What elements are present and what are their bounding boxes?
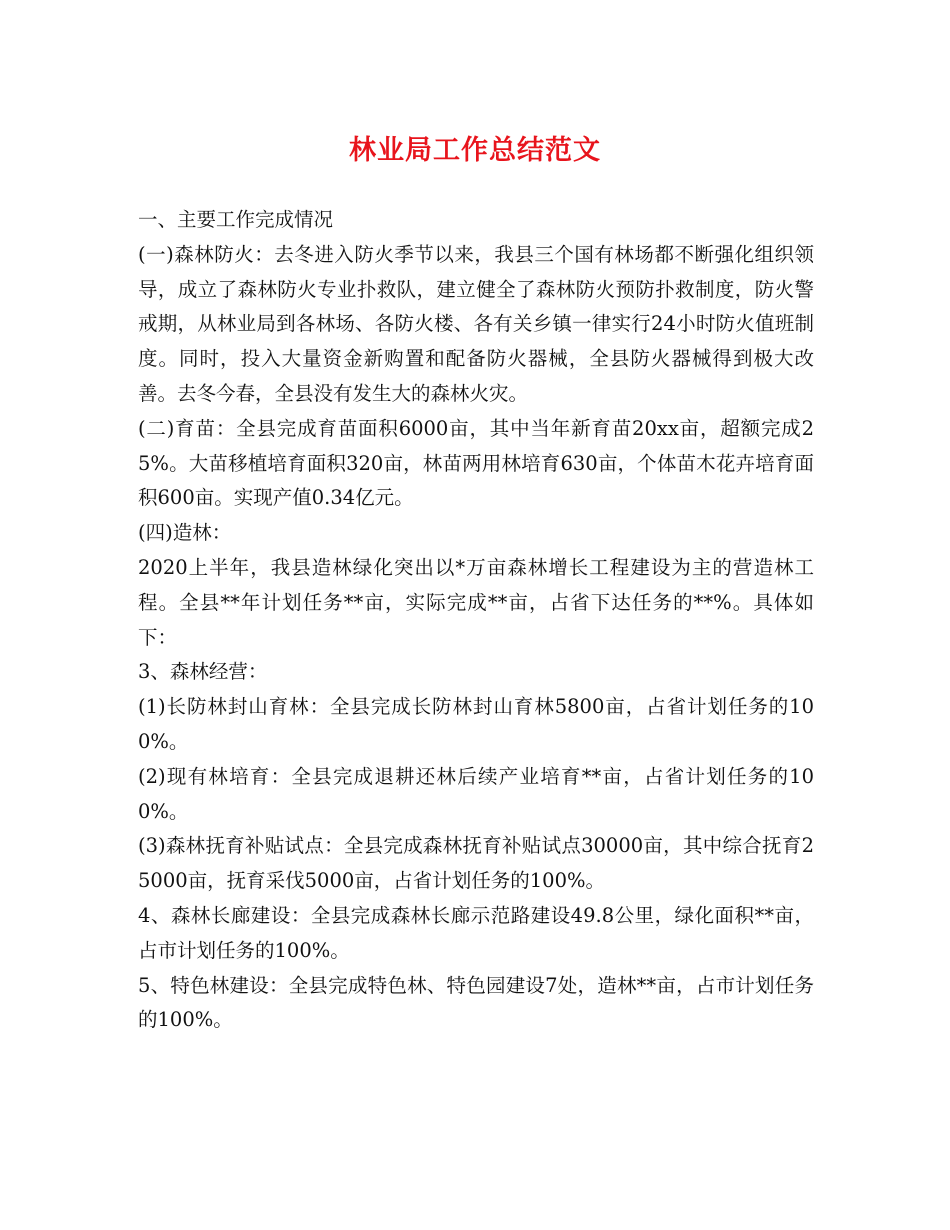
paragraph-afforestation-heading: (四)造林： [138,521,232,545]
paragraph-fire-prevention: (一)森林防火：去冬进入防火季节以来，我县三个国有林场都不断强化组织领导，成立了森林防火专业扑救队，建立健全了森林防火预防扑救制度，防火警戒期，从林业局到各林场、各防火楼、各有关乡镇一律实行24小时防火值班制度。同时，投入大量资金新购置和配备防火器械，全县防火器械得到极大改善。去冬今春，全县没有发生大的森林火灾。 [138,242,814,405]
paragraph-mountain-closure: (1)长防林封山育林：全县完成长防林封山育林5800亩，占省计划任务的100%。 [138,695,814,753]
paragraph-existing-forest: (2)现有林培育：全县完成退耕还林后续产业培育**亩，占省计划任务的100%。 [138,764,814,823]
paragraph-forest-corridor: 4、森林长廊建设：全县完成森林长廊示范路建设49.8公里，绿化面积**亩，占市计划任务的100%。 [138,903,814,962]
section-heading: 一、主要工作完成情况 [138,208,334,231]
document-title: 林业局工作总结范文 [349,135,601,166]
paragraph-specialty-forest: 5、特色林建设：全县完成特色林、特色园建设7处，造林**亩，占市计划任务的100%。 [138,973,814,1032]
paragraph-afforestation: 2020上半年，我县造林绿化突出以*万亩森林增长工程建设为主的营造林工程。全县**年计划任务**亩，实际完成**亩，占省下达任务的**%。具体如下： [138,555,814,649]
paragraph-forest-management-heading: 3、森林经营： [138,660,268,684]
paragraph-tending-subsidy: (3)森林抚育补贴试点：全县完成森林抚育补贴试点30000亩，其中综合抚育25000亩，抚育采伐5000亩，占省计划任务的100%。 [138,834,814,893]
paragraph-nursery: (二)育苗：全县完成育苗面积6000亩，其中当年新育苗20xx亩，超额完成25%。大苗移植培育面积320亩，林苗两用林培育630亩，个体苗木花卉培育面积600亩。实现产值0.34亿元。 [138,416,814,510]
document-body [138,203,814,1038]
